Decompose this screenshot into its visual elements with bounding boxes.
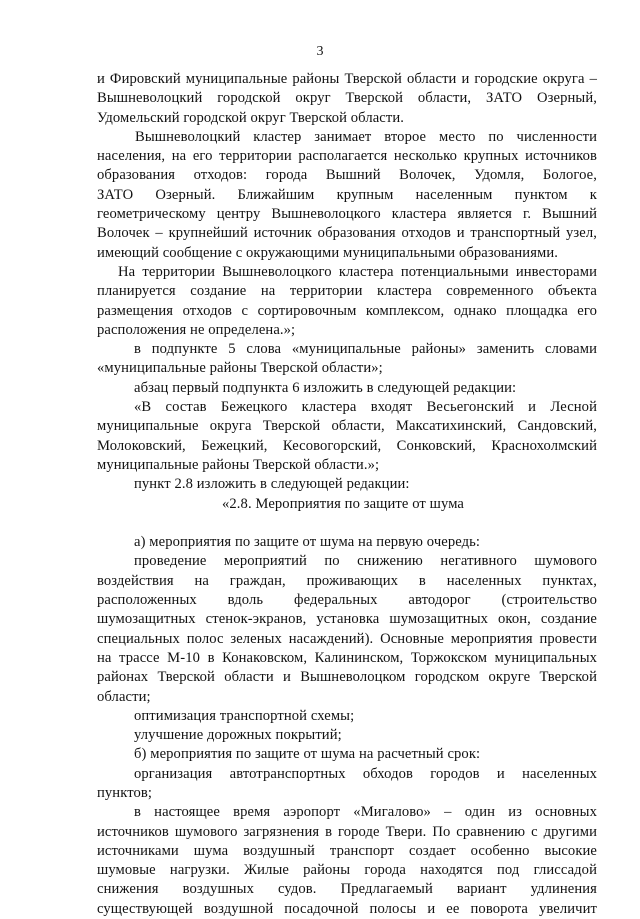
text-line: проведение мероприятий по снижению негативного шумового: [134, 553, 597, 570]
text-line: существующей воздушной посадочной полосы и ее поворота увеличит: [97, 900, 597, 917]
text-line: имеющий сообщение с окружающими муниципальными образованиями.: [97, 244, 559, 261]
document-body: [97, 70, 597, 919]
text-line: оптимизация транспортной схемы;: [134, 707, 355, 724]
text-line: На территории Вышневолоцкого кластера потенциальными инвесторами: [118, 263, 597, 280]
text-line: в подпункте 5 слова «муниципальные районы» заменить словами: [134, 341, 597, 358]
text-line: б) мероприятия по защите от шума на расчетный срок:: [134, 746, 481, 763]
text-line: источников шумового загрязнения в городе Твери. По сравнению с другими: [97, 823, 597, 840]
text-line: улучшение дорожных покрытий;: [134, 727, 342, 744]
text-line: воздействия на граждан, проживающих в населенных пунктах,: [97, 572, 597, 589]
text-line: образования отходов: города Вышний Волочек, Удомля, Бологое,: [97, 167, 597, 184]
text-line: шумозащитных стенок-экранов, установка шумозащитных окон, создание: [97, 611, 597, 628]
text-line: «муниципальные районы Тверской области»;: [97, 360, 383, 377]
text-line: населения, на его территории располагается несколько крупных источников: [97, 148, 597, 165]
blank-line: [97, 514, 597, 533]
text-line: Вышневолоцкий кластер занимает второе место по численности: [135, 128, 597, 145]
text-line: на трассе М-10 в Конаковском, Калининском, Торжокском муниципальных: [97, 649, 597, 666]
text-line: районах Тверской области и Вышневолоцком городском округе Тверской: [97, 669, 597, 686]
text-line: Удомельский городской округ Тверской области.: [97, 109, 405, 126]
text-line: пунктов;: [97, 784, 153, 801]
text-line: организация автотранспортных обходов городов и населенных: [134, 765, 597, 782]
text-line: области;: [97, 688, 151, 705]
text-line: «В состав Бежецкого кластера входят Весьегонский и Лесной: [134, 399, 597, 416]
text-line: планируется создание на территории кластера современного объекта: [97, 283, 597, 300]
text-line: и Фировский муниципальные районы Тверской области и городские округа –: [97, 71, 597, 87]
page-number: 3: [316, 44, 324, 59]
text-line: источниками шума воздушный транспорт создает особенно высокие: [97, 842, 597, 859]
text-line: а) мероприятия по защите от шума на первую очередь:: [134, 534, 481, 551]
text-line: в настоящее время аэропорт «Мигалово» – один из основных: [134, 804, 597, 821]
text-line: Молоковский, Бежецкий, Кесовогорский, Сонковский, Краснохолмский: [97, 437, 597, 454]
text-line: снижения воздушных судов. Предлагаемый вариант удлинения: [97, 881, 597, 898]
text-line: муниципальные округа Тверской области, Максатихинский, Сандовский,: [97, 418, 597, 435]
text-line: шумовые нагрузки. Жилые районы города находятся под глиссадой: [97, 862, 597, 879]
text-line: абзац первый подпункта 6 изложить в следующей редакции:: [134, 379, 517, 396]
text-line: пункт 2.8 изложить в следующей редакции:: [134, 476, 410, 493]
text-line: расположения не определена.»;: [97, 321, 296, 338]
text-line: «2.8. Мероприятия по защите от шума: [222, 495, 465, 512]
text-line: Вышневолоцкий городской округ Тверской области, ЗАТО Озерный,: [97, 90, 597, 107]
text-line: ЗАТО Озерный. Ближайшим крупным населенным пунктом к: [97, 186, 597, 203]
text-line: размещения отходов с сортировочным комплексом, однако площадка его: [97, 302, 597, 319]
text-line: муниципальные районы Тверской области.»;: [97, 456, 380, 473]
text-line: Волочек – крупнейший источник образования отходов и транспортный узел,: [97, 225, 597, 242]
text-line: геометрическому центру Вышневолоцкого кластера является г. Вышний: [97, 206, 597, 223]
text-line: специальных полос зеленых насаждений). Основные мероприятия провести: [97, 630, 597, 647]
text-line: расположенных вдоль федеральных автодорог (строительство: [97, 592, 597, 609]
